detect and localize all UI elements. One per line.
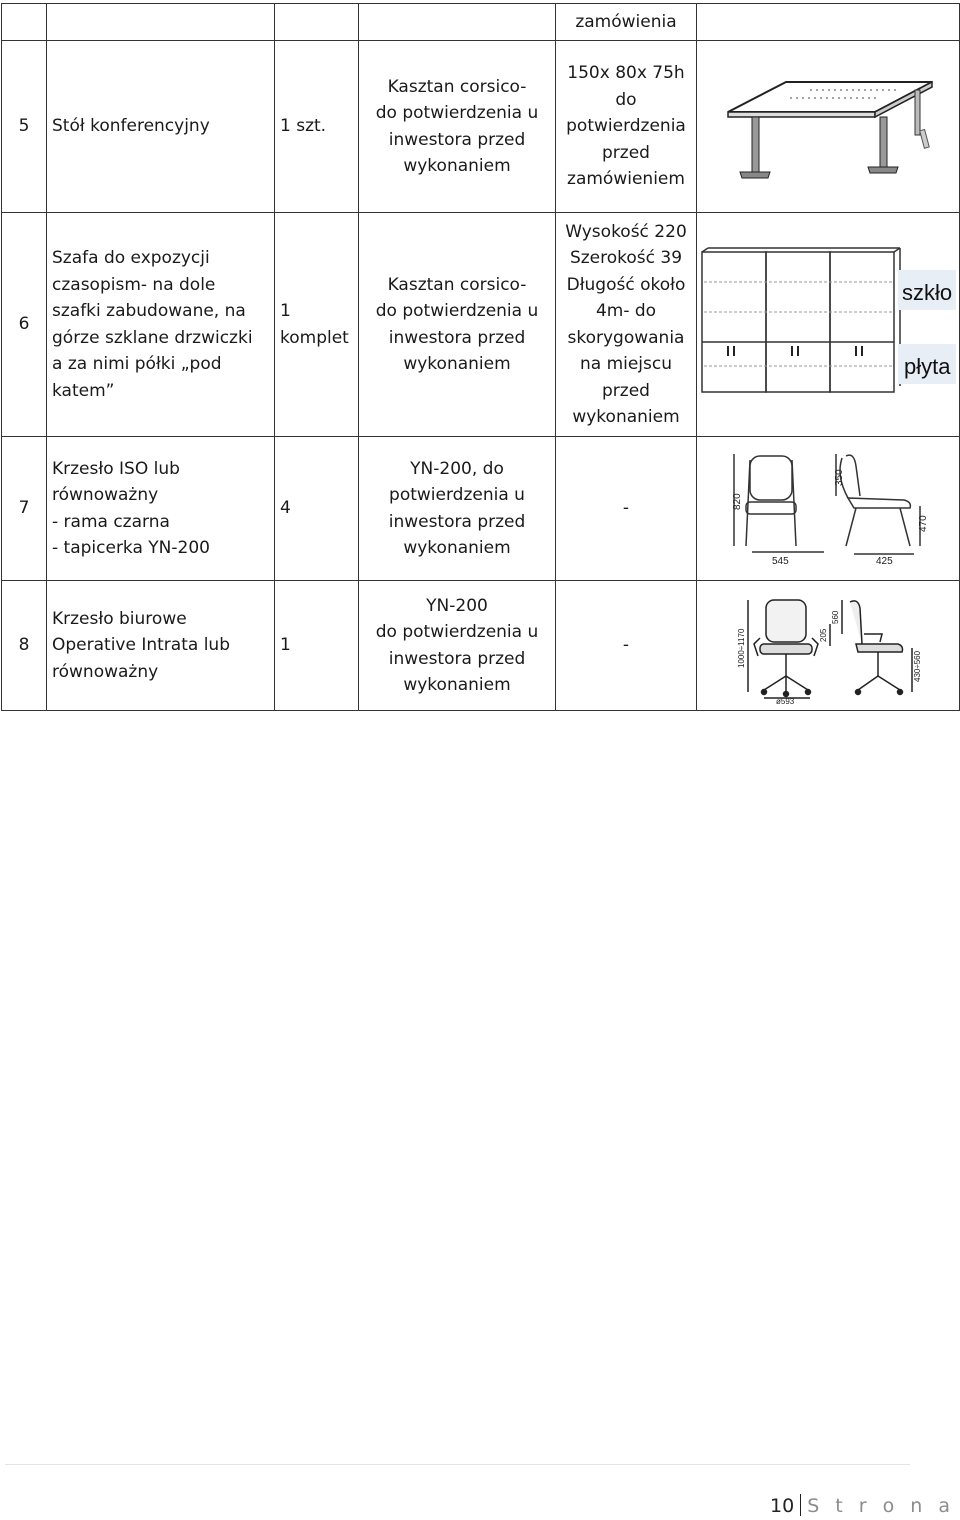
row6-name: Szafa do expozycji czasopism- na dole szafki zabudowane, na górze szklane drzwiczki a za nimi półki „pod katem” xyxy=(52,248,253,401)
dim-350: 350 xyxy=(834,469,845,486)
dim-205: 205 xyxy=(819,628,828,642)
row7-name: Krzesło ISO lub równoważny - rama czarna - tapicerka YN-200 xyxy=(52,458,210,558)
conference-table-drawing xyxy=(700,60,955,200)
row5-number: 5 xyxy=(18,116,30,137)
row8-color: YN-200 do potwierdzenia u inwestora przed wykonaniem xyxy=(375,595,539,695)
dim-430-560: 430÷560 xyxy=(913,650,922,682)
footer-separator xyxy=(800,1494,801,1516)
dim-545: 545 xyxy=(772,556,789,567)
row8-dims: - xyxy=(622,635,630,656)
row7-number: 7 xyxy=(18,498,30,519)
row5-name: Stół konferencyjny xyxy=(52,116,210,137)
row8-name: Krzesło biurowe Operative Intrata lub równoważny xyxy=(52,608,230,682)
row7-dims: - xyxy=(622,498,630,519)
cell-dims-continued: zamówienia xyxy=(575,11,677,32)
row6-color: Kasztan corsico- do potwierdzenia u inwestora przed wykonaniem xyxy=(375,274,539,374)
row5-color: Kasztan corsico- do potwierdzenia u inwestora przed wykonaniem xyxy=(375,76,539,176)
row5-dims: 150x 80x 75h do potwierdzenia przed zamówieniem xyxy=(566,63,686,190)
display-cabinet-drawing xyxy=(698,246,956,402)
cabinet-glass-label: szkło xyxy=(902,280,953,305)
row8-number: 8 xyxy=(18,635,30,656)
page-number: 10 xyxy=(770,1495,795,1517)
row7-color: YN-200, do potwierdzenia u inwestora przed wykonaniem xyxy=(388,458,526,558)
dim-593: ø593 xyxy=(776,697,795,704)
iso-chair-drawing xyxy=(724,446,934,570)
dim-1000-1170: 1000÷1170 xyxy=(737,628,746,668)
office-chair-drawing xyxy=(730,594,930,704)
dim-470: 470 xyxy=(918,515,929,532)
dim-560: 560 xyxy=(831,610,840,624)
row8-qty: 1 xyxy=(280,635,291,656)
row6-number: 6 xyxy=(18,314,30,335)
row6-qty: 1 komplet xyxy=(280,301,349,348)
dim-820: 820 xyxy=(732,493,743,510)
footer-divider xyxy=(5,1464,910,1465)
dim-425: 425 xyxy=(876,556,893,567)
row7-qty: 4 xyxy=(280,498,291,519)
row6-dims: Wysokość 220 Szerokość 39 Długość około 4m- do skorygowania na miejscu przed wykonaniem xyxy=(565,221,687,427)
row5-qty: 1 szt. xyxy=(280,116,327,137)
page-footer xyxy=(770,1494,955,1517)
page-label: S t r o n a xyxy=(807,1495,956,1517)
cabinet-board-label: płyta xyxy=(904,354,951,379)
